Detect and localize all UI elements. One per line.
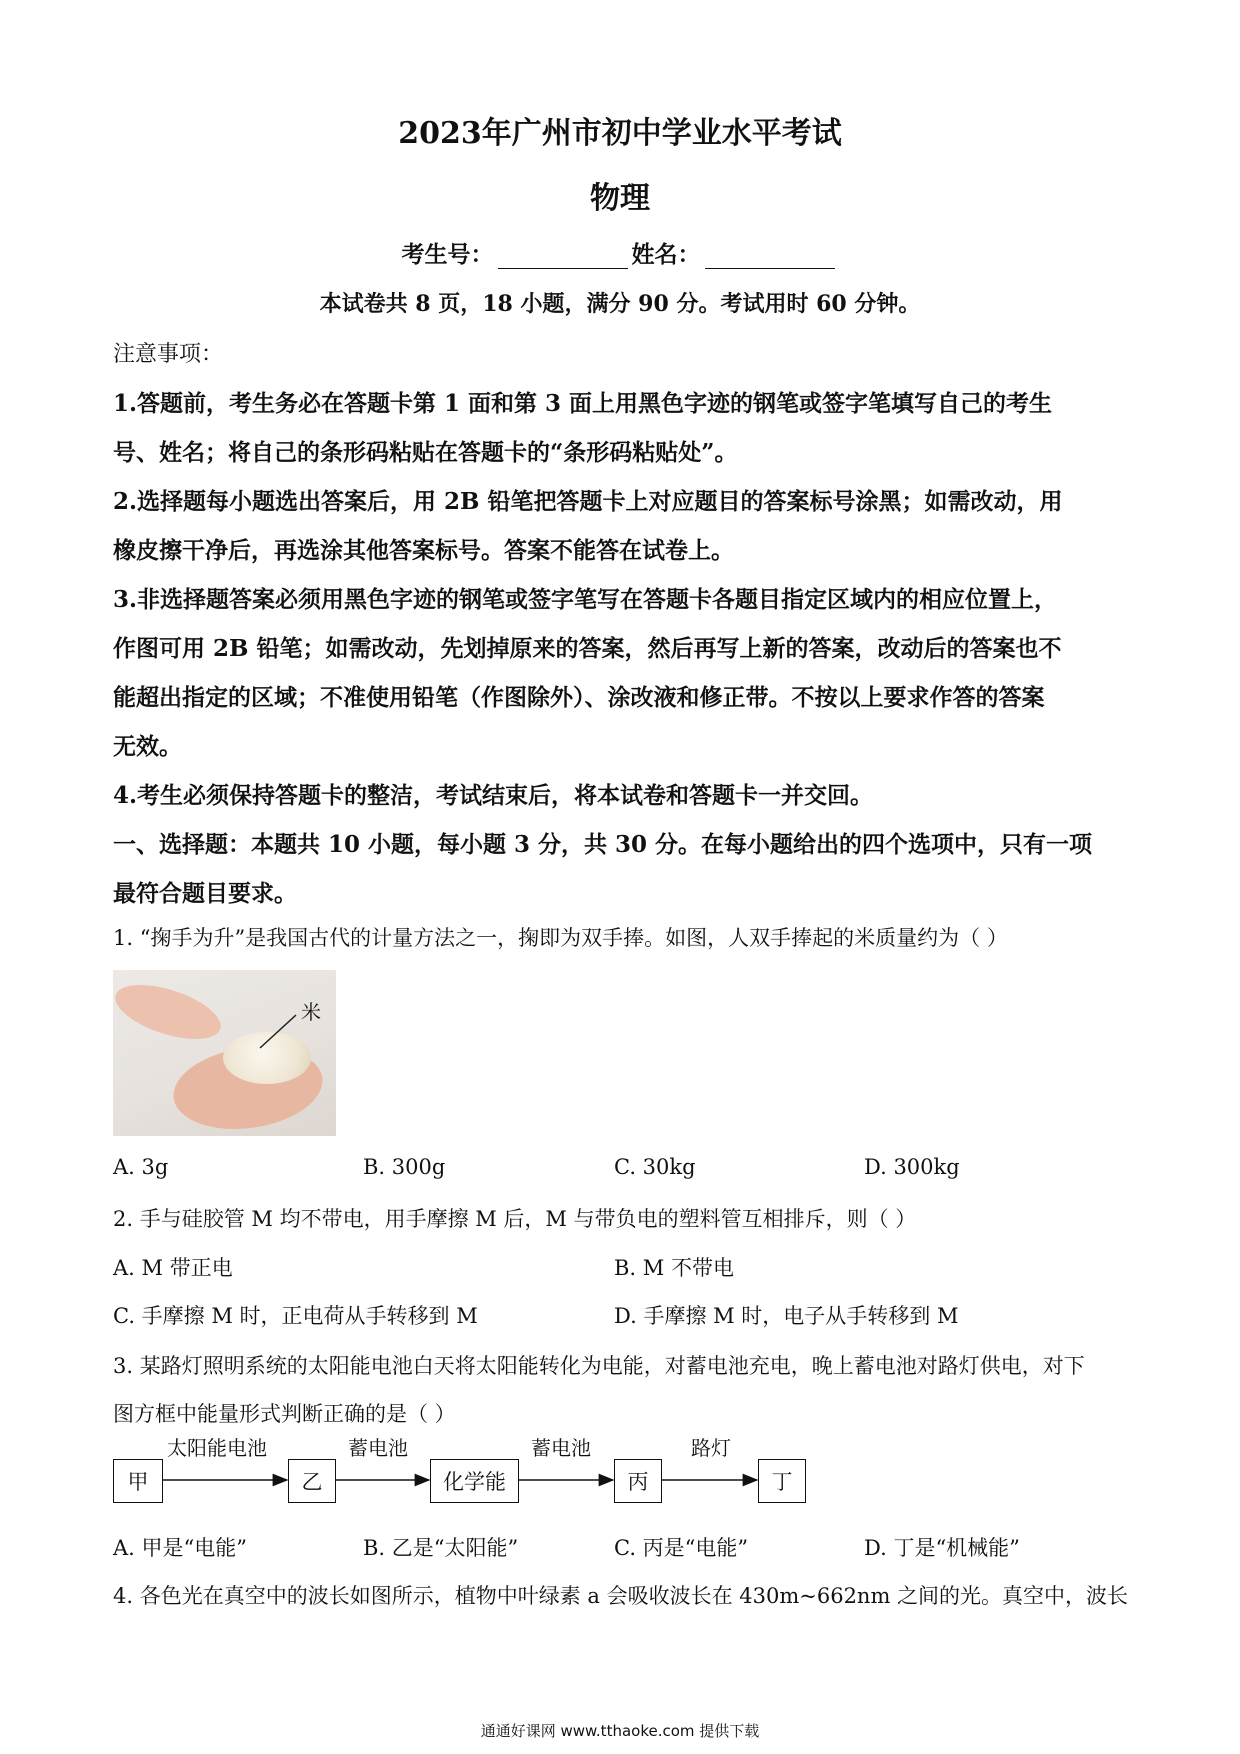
notes-heading: 注意事项： (113, 342, 224, 367)
q3-stem-line-1: 3. 某路灯照明系统的太阳能电池白天将太阳能转化为电能，对蓄电池充电，晚上蓄电池对路灯供电，对下 (113, 1354, 1085, 1378)
q3-option-a: A. 甲是“电能” (113, 1536, 247, 1560)
q4-stem: 4. 各色光在真空中的波长如图所示，植物中叶绿素 a 会吸收波长在 430m~662nm 之间的光。真空中，波长 (113, 1584, 1129, 1608)
box-ding: 丁 (758, 1459, 806, 1503)
page-footer: 通通好课网 www.tthaoke.com 提供下载 (480, 1722, 760, 1740)
rice-label: 米 (301, 1000, 321, 1024)
q1-option-d: D. 300kg (864, 1155, 960, 1179)
section-1-line-2: 最符合题目要求。 (113, 880, 297, 907)
q2-stem: 2. 手与硅胶管 M 均不带电，用手摩擦 M 后，M 与带负电的塑料管互相排斥，则（ ） (113, 1207, 917, 1231)
box-jia: 甲 (113, 1459, 163, 1503)
box-bing: 丙 (614, 1459, 662, 1503)
label-battery-2: 蓄电池 (531, 1436, 591, 1460)
q2-option-c: C. 手摩擦 M 时，正电荷从手转移到 M (113, 1304, 478, 1328)
note-1-line-1: 1.答题前，考生务必在答题卡第 1 面和第 3 面上用黑色字迹的钢笔或签字笔填写自己的考生 (113, 390, 1053, 417)
subject-title: 物理 (590, 181, 650, 216)
label-street-lamp: 路灯 (691, 1436, 731, 1460)
q2-option-a: A. M 带正电 (113, 1256, 233, 1280)
box-chemical-energy: 化学能 (430, 1459, 519, 1503)
note-3-line-3: 能超出指定的区域；不准使用铅笔（作图除外）、涂改液和修正带。不按以上要求作答的答案 (113, 684, 1045, 711)
note-3-line-4: 无效。 (113, 733, 182, 760)
q3-energy-diagram (113, 1432, 813, 1504)
note-2-line-1: 2.选择题每小题选出答案后，用 2B 铅笔把答题卡上对应题目的答案标号涂黑；如需改动，用 (113, 488, 1063, 515)
exam-summary: 本试卷共 8 页，18 小题，满分 90 分。考试用时 60 分钟。 (319, 291, 921, 317)
q1-stem: 1. “掬手为升”是我国古代的计量方法之一，掬即为双手捧。如图，人双手捧起的米质量约为（ ） (113, 926, 1008, 950)
candidate-info (0, 236, 1240, 269)
rice-pointer-line (113, 970, 336, 1136)
section-1-line-1: 一、选择题：本题共 10 小题，每小题 3 分，共 30 分。在每小题给出的四个选项中，只有一项 (113, 831, 1093, 858)
name-blank (705, 244, 835, 269)
page-title: 2023年广州市初中学业水平考试 (398, 116, 842, 151)
exam-no-blank (498, 244, 628, 269)
note-1-line-2: 号、姓名；将自己的条形码粘贴在答题卡的“条形码粘贴处”。 (113, 439, 738, 466)
q1-option-a: A. 3g (113, 1155, 169, 1179)
label-battery-1: 蓄电池 (348, 1436, 408, 1460)
q1-rice-hands-photo (113, 970, 336, 1136)
note-3-line-1: 3.非选择题答案必须用黑色字迹的钢笔或签字笔写在答题卡各题目指定区域内的相应位置上， (113, 586, 1058, 613)
box-yi: 乙 (288, 1459, 336, 1503)
note-3-line-2: 作图可用 2B 铅笔；如需改动，先划掉原来的答案，然后再写上新的答案，改动后的答案也不 (113, 635, 1062, 662)
q1-option-c: C. 30kg (614, 1155, 696, 1179)
name-label: 姓名： (631, 241, 701, 268)
note-2-line-2: 橡皮擦干净后，再选涂其他答案标号。答案不能答在试卷上。 (113, 537, 734, 564)
q3-option-b: B. 乙是“太阳能” (363, 1536, 519, 1560)
q2-option-d: D. 手摩擦 M 时，电子从手转移到 M (614, 1304, 959, 1328)
q3-stem-line-2: 图方框中能量形式判断正确的是（ ） (113, 1402, 456, 1426)
q2-option-b: B. M 不带电 (614, 1256, 734, 1280)
note-4: 4.考生必须保持答题卡的整洁，考试结束后，将本试卷和答题卡一并交回。 (113, 782, 874, 809)
label-solar-cell: 太阳能电池 (167, 1436, 267, 1460)
exam-no-label: 考生号： (401, 241, 494, 268)
q1-option-b: B. 300g (363, 1155, 446, 1179)
q3-option-d: D. 丁是“机械能” (864, 1536, 1020, 1560)
q3-option-c: C. 丙是“电能” (614, 1536, 749, 1560)
